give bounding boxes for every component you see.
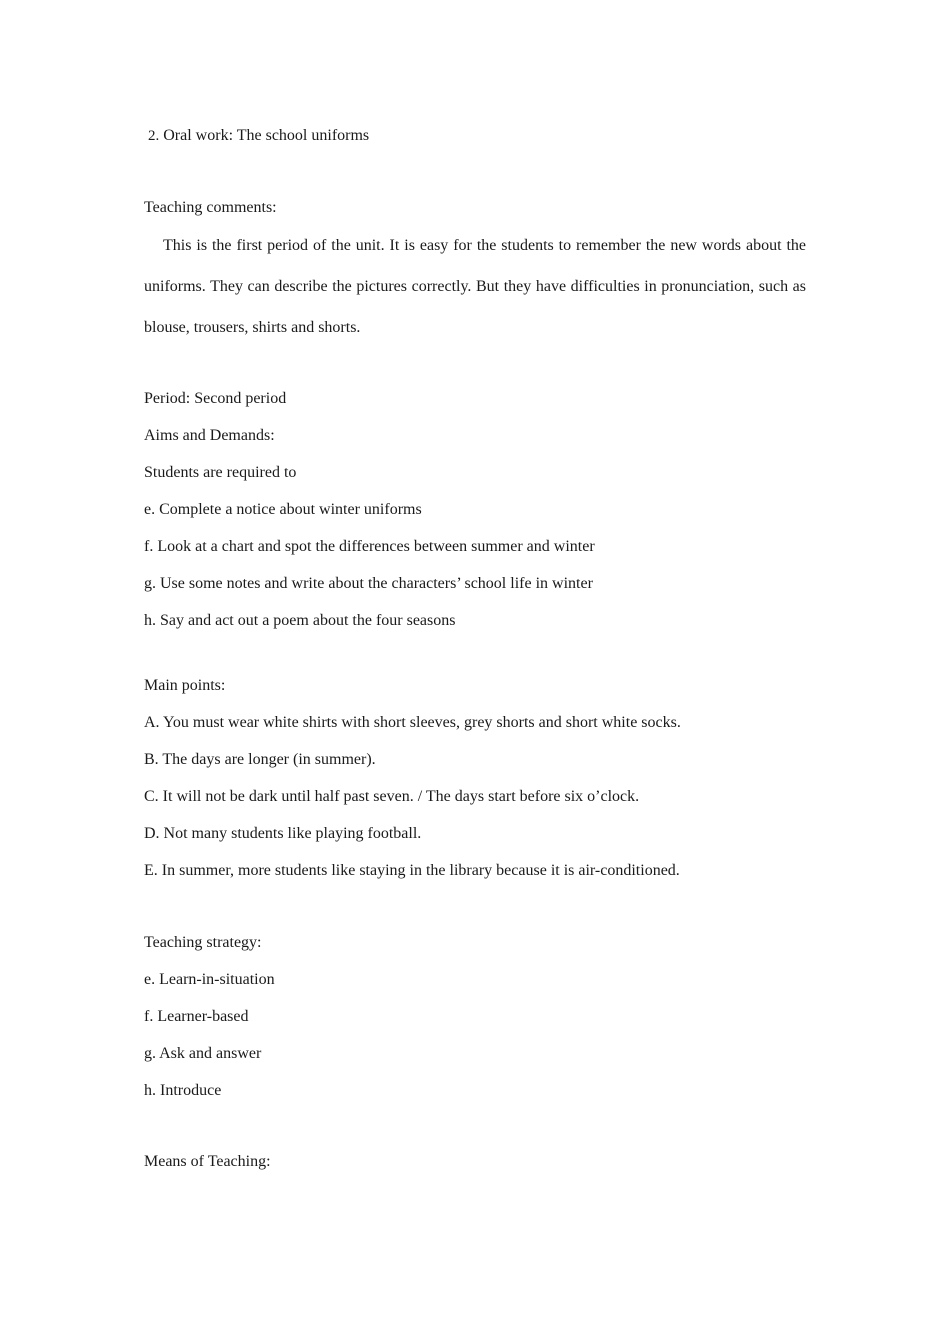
main-point-item: E. In summer, more students like staying in the library because it is air-conditioned. bbox=[144, 862, 680, 879]
teaching-comments-heading: Teaching comments: bbox=[144, 199, 277, 216]
means-of-teaching-heading: Means of Teaching: bbox=[144, 1153, 271, 1170]
list-number: 2. bbox=[148, 128, 160, 144]
aims-intro: Students are required to bbox=[144, 464, 297, 481]
strategy-item: e. Learn-in-situation bbox=[144, 971, 275, 988]
teaching-comments-body: This is the first period of the unit. It is easy for the students to remember the new words about the uniforms. They can describe the pictures correctly. But they have difficulties in pronunciation, such as blouse, trousers, shirts and shorts. bbox=[144, 237, 806, 336]
main-point-item: D. Not many students like playing football. bbox=[144, 825, 422, 842]
oral-work-text: Oral work: The school uniforms bbox=[163, 127, 370, 144]
strategy-item: h. Introduce bbox=[144, 1082, 222, 1099]
strategy-item: g. Ask and answer bbox=[144, 1045, 262, 1062]
aims-item: h. Say and act out a poem about the four seasons bbox=[144, 612, 456, 629]
period-line: Period: Second period bbox=[144, 390, 287, 407]
main-point-item: A. You must wear white shirts with short sleeves, grey shorts and short white socks. bbox=[144, 714, 681, 731]
teaching-strategy-heading: Teaching strategy: bbox=[144, 934, 262, 951]
aims-item: g. Use some notes and write about the characters’ school life in winter bbox=[144, 575, 593, 592]
aims-heading: Aims and Demands: bbox=[144, 427, 275, 444]
aims-item: e. Complete a notice about winter uniforms bbox=[144, 501, 422, 518]
strategy-item: f. Learner-based bbox=[144, 1008, 249, 1025]
aims-item: f. Look at a chart and spot the differences between summer and winter bbox=[144, 538, 595, 555]
main-point-item: C. It will not be dark until half past seven. / The days start before six o’clock. bbox=[144, 788, 640, 805]
main-points-heading: Main points: bbox=[144, 677, 226, 694]
oral-work-line bbox=[148, 126, 369, 146]
main-point-item: B. The days are longer (in summer). bbox=[144, 751, 376, 768]
